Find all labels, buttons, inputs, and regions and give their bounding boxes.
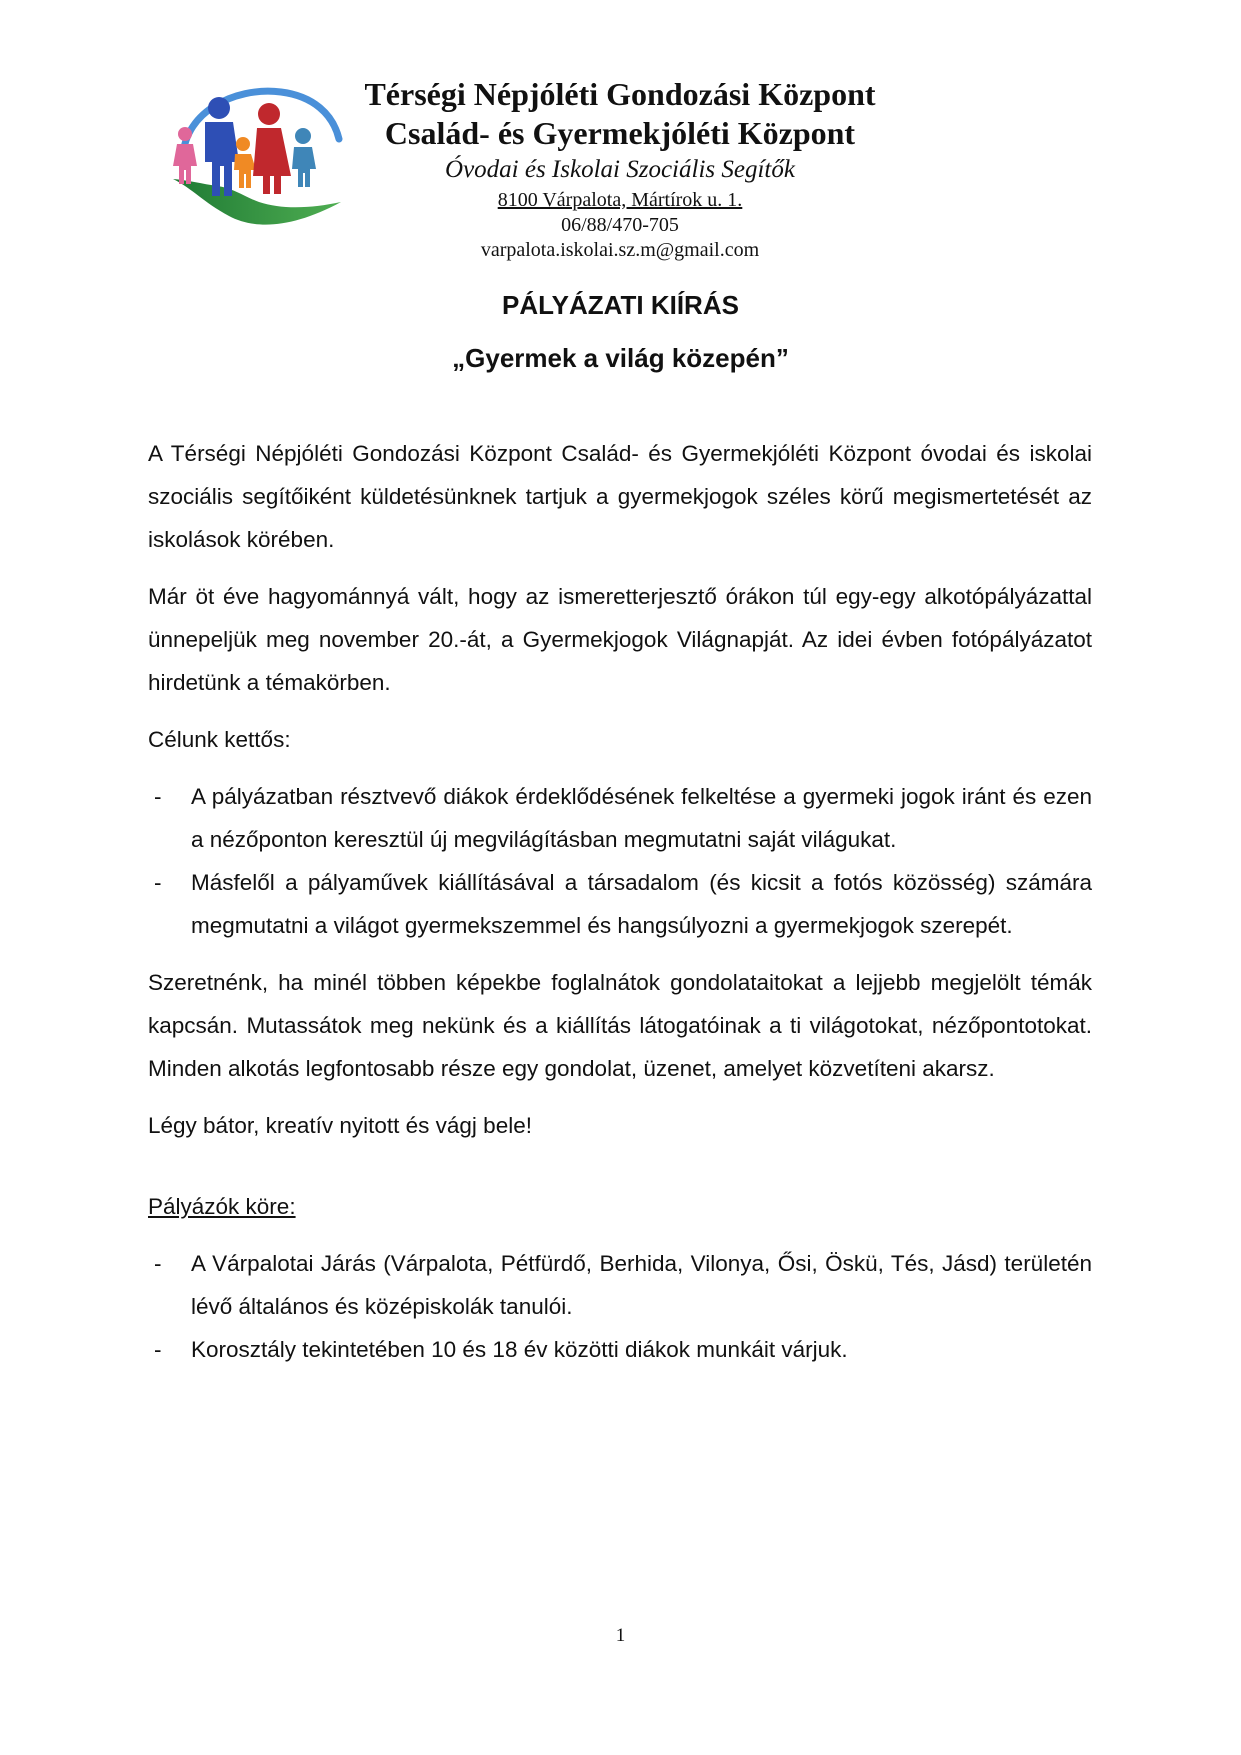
dash-bullet: - — [154, 1251, 162, 1276]
page-number: 1 — [615, 1625, 626, 1646]
list-item-text: A pályázatban résztvevő diákok érdeklődésének felkeltése a gyermeki jogok iránt és ezen a nézőponton keresztül új megvilágításban megmutatni saját világukat. — [191, 784, 1092, 852]
family-hand-logo — [163, 84, 349, 240]
list-item-text: Korosztály tekintetében 10 és 18 év közötti diákok munkáit várjuk. — [191, 1337, 848, 1362]
organization-email: varpalota.iskolai.sz.m@gmail.com — [480, 239, 760, 261]
section-title-eligibility: Pályázók köre: — [148, 1194, 296, 1219]
document-title: PÁLYÁZATI KIÍRÁS — [502, 290, 739, 320]
list-item — [148, 1328, 1092, 1371]
list-item-text: Másfelől a pályaművek kiállításával a társadalom (és kicsit a fotós közösség) számára megmutatni a világot gyermekszemmel és hangsúlyozni a gyermekjogok szerepét. — [191, 870, 1092, 938]
list-item — [148, 861, 1092, 947]
document-subtitle: „Gyermek a világ közepén” — [452, 343, 789, 373]
list-item — [148, 775, 1092, 861]
organization-subtitle: Óvodai és Iskolai Szociális Segítők — [445, 156, 795, 183]
paragraph-intro: A Térségi Népjóléti Gondozási Központ Család- és Gyermekjóléti Központ óvodai és iskolai szociális segítőiként küldetésünknek tartjuk a gyermekjogok széles körű megismertetését az iskolások körében. — [148, 441, 1092, 552]
goals-list — [148, 775, 1092, 947]
organization-address: 8100 Várpalota, Mártírok u. 1. — [497, 189, 743, 211]
letterhead — [330, 74, 910, 263]
list-item — [148, 1242, 1092, 1328]
dash-bullet: - — [154, 784, 162, 809]
paragraph-tradition: Már öt éve hagyománnyá vált, hogy az ismeretterjesztő órákon túl egy-egy alkotópályázattal ünnepeljük meg november 20.-át, a Gyermekjogok Világnapját. Az idei évben fotópályázatot hirdetünk a témakörben. — [148, 584, 1092, 695]
organization-unit: Család- és Gyermekjóléti Központ — [384, 115, 856, 151]
organization-phone: 06/88/470-705 — [561, 214, 679, 236]
dash-bullet: - — [154, 870, 162, 895]
eligibility-list — [148, 1242, 1092, 1371]
dash-bullet: - — [154, 1337, 162, 1362]
paragraph-invitation: Szeretnénk, ha minél többen képekbe foglalnátok gondolataitokat a lejjebb megjelölt témák kapcsán. Mutassátok meg nekünk és a kiállítás látogatóinak a ti világotokat, nézőpontotokat. Minden alkotás legfontosabb része egy gondolat, üzenet, amelyet közvetíteni akarsz. — [148, 970, 1092, 1081]
paragraph-encouragement: Légy bátor, kreatív nyitott és vágj bele! — [148, 1113, 532, 1138]
paragraph-goals-heading: Célunk kettős: — [148, 727, 291, 752]
document-body — [148, 432, 1092, 1385]
organization-name: Térségi Népjóléti Gondozási Központ — [364, 76, 876, 112]
list-item-text: A Várpalotai Járás (Várpalota, Pétfürdő, Berhida, Vilonya, Ősi, Öskü, Tés, Jásd) területén lévő általános és középiskolák tanulói. — [191, 1251, 1092, 1319]
